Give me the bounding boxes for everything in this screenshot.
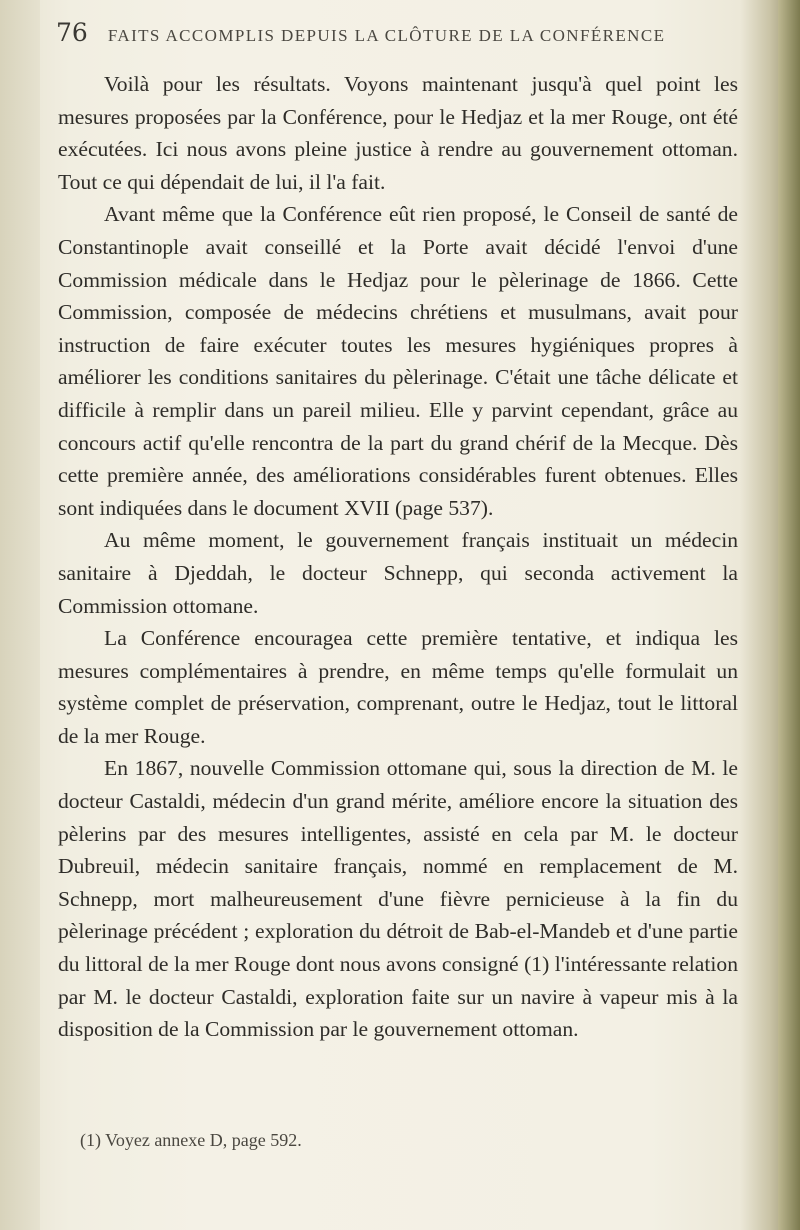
running-title: FAITS ACCOMPLIS DEPUIS LA CLÔTURE DE LA CONFÉRENCE [107, 26, 666, 45]
paragraph: Avant même que la Conférence eût rien proposé, le Conseil de santé de Constantinople avait conseillé et la Porte avait décidé l'envoi d'une Commission médicale dans le Hedjaz pour le pèlerinage de 1866. Cette Commission, composée de médecins chrétiens et musulmans, avait pour instruction de faire exécuter toutes les mesures hygiéniques propres à améliorer les conditions sanitaires du pèlerinage. C'était une tâche délicate et difficile à remplir dans un pareil milieu. Elle y parvint cependant, grâce au concours actif qu'elle rencontra de la part du grand chérif de la Mecque. Dès cette première année, des améliorations considérables furent obtenues. Elles sont indiquées dans le document XVII (page 537). [58, 202, 738, 520]
paragraph: Au même moment, le gouvernement français instituait un médecin sanitaire à Djeddah, le docteur Schnepp, qui seconda activement la Commission ottomane. [58, 528, 738, 618]
paragraph: Voilà pour les résultats. Voyons maintenant jusqu'à quel point les mesures proposées par la Conférence, pour le Hedjaz et la mer Rouge, ont été exécutées. Ici nous avons pleine justice à rendre au gouvernement ottoman. Tout ce qui dépendait de lui, il l'a fait. [58, 72, 738, 194]
footnote: (1) Voyez annexe D, page 592. [80, 1130, 302, 1150]
page-edge [778, 0, 800, 1230]
page-number: 76 [56, 18, 88, 47]
paragraph: La Conférence encouragea cette première tentative, et indiqua les mesures complémentaires à prendre, en même temps qu'elle formulait un système complet de préservation, comprenant, outre le Hedjaz, tout le littoral de la mer Rouge. [58, 626, 738, 748]
body-text [58, 68, 738, 1046]
paragraph: En 1867, nouvelle Commission ottomane qui, sous la direction de M. le docteur Castaldi, médecin d'un grand mérite, améliore encore la situation des pèlerins par des mesures intelligentes, assisté en cela par M. le docteur Dubreuil, médecin sanitaire français, nommé en remplacement de M. Schnepp, mort malheureusement d'une fièvre pernicieuse à la fin du pèlerinage précédent ; exploration du détroit de Bab-el-Mandeb et d'une partie du littoral de la mer Rouge dont nous avons consigné (1) l'intéressante relation par M. le docteur Castaldi, exploration faite sur un navire à vapeur mis à la disposition de la Commission par le gouvernement ottoman. [58, 756, 738, 1042]
running-header [56, 18, 736, 52]
gutter-shadow [0, 0, 40, 1230]
